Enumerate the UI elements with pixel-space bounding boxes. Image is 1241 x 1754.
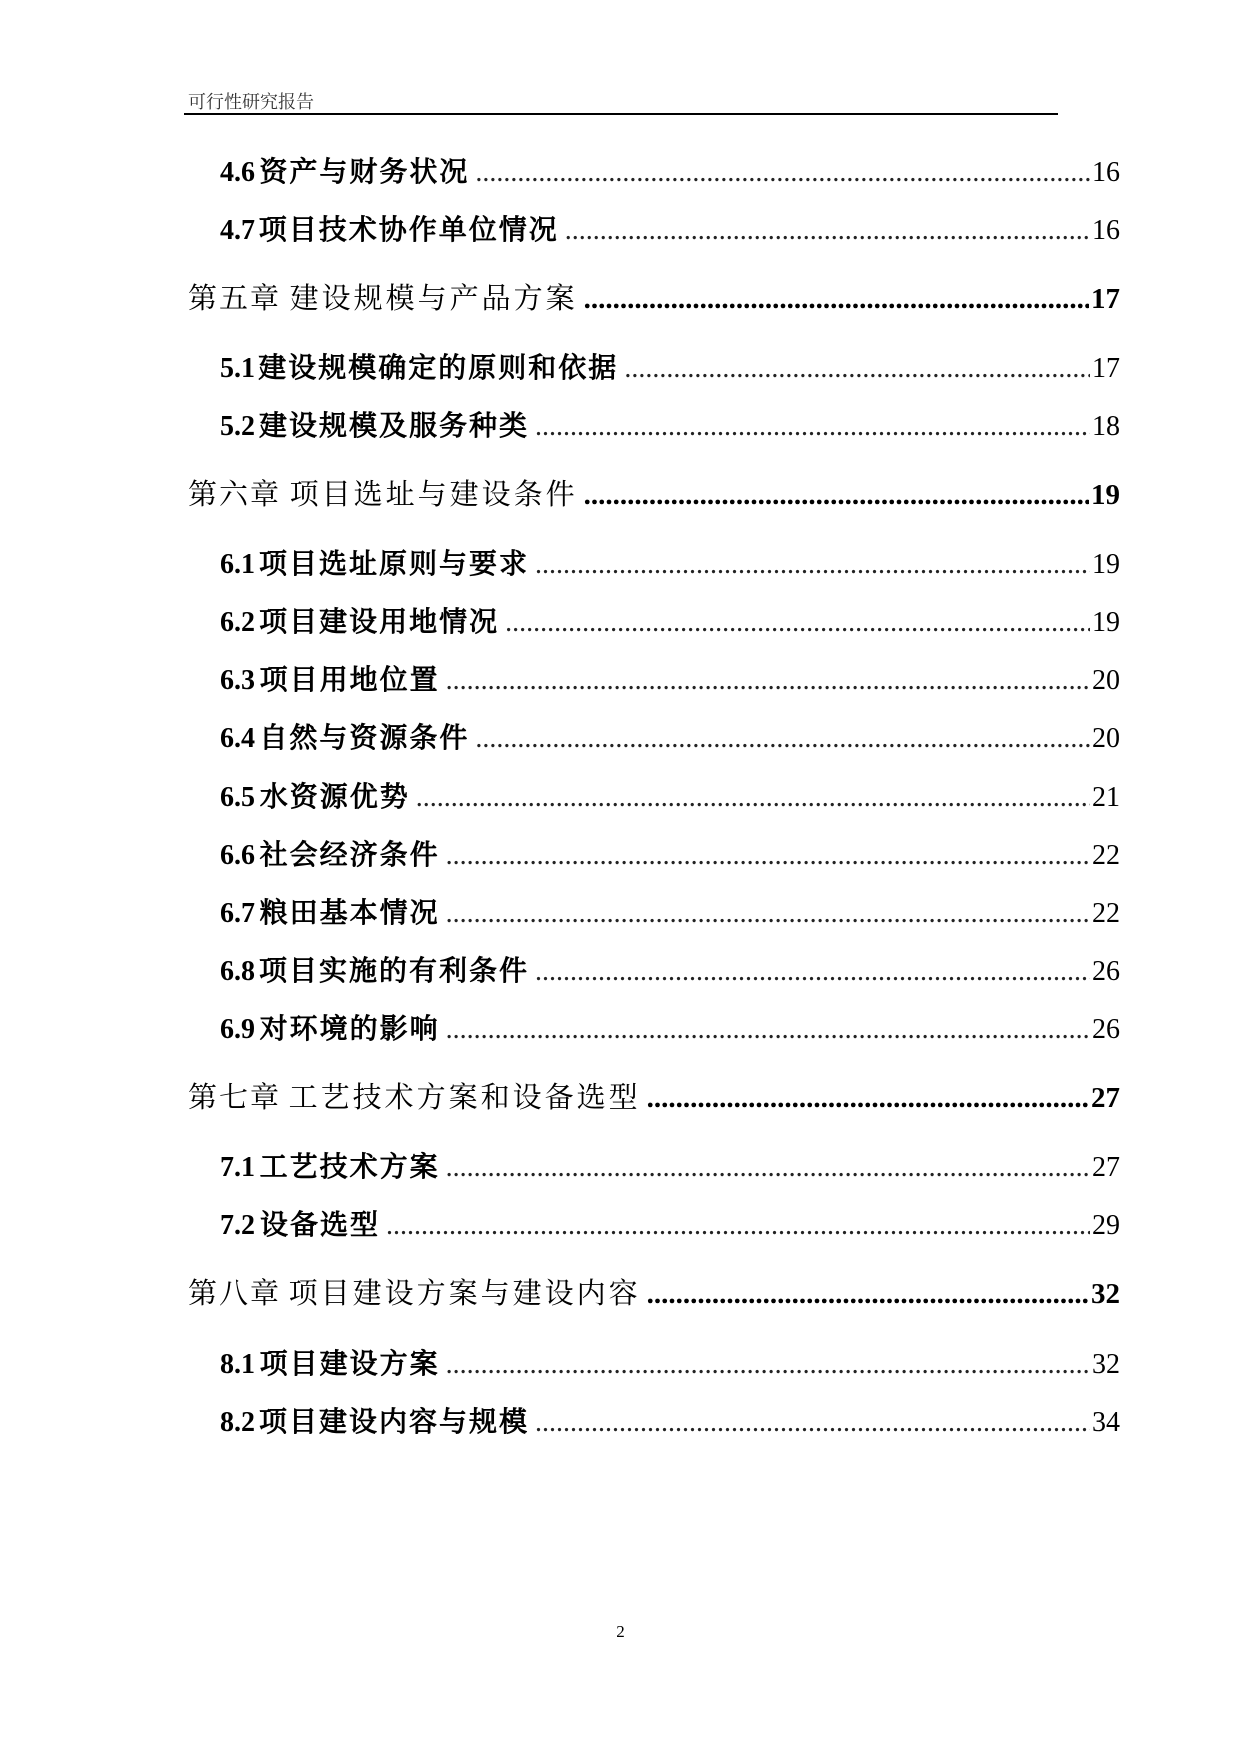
toc-dot-leader [446, 665, 1090, 697]
toc-entry-title: 项目实施的有利条件 [258, 956, 529, 987]
toc-entry-page: 16 [1092, 215, 1120, 246]
toc-section-entry[interactable] [220, 404, 1120, 444]
toc-dot-leader [505, 607, 1090, 639]
toc-entry-page: 20 [1092, 665, 1120, 696]
toc-entry-page: 19 [1092, 607, 1120, 638]
toc-entry-number: 第七章 [188, 1082, 282, 1114]
toc-entry-page: 16 [1092, 157, 1120, 188]
toc-entry-number: 6.1 [220, 549, 255, 580]
toc-entry-number: 7.1 [220, 1152, 255, 1183]
toc-entry-page: 26 [1092, 1014, 1120, 1045]
toc-dot-leader [446, 898, 1090, 930]
toc-entry-title: 项目建设方案与建设内容 [288, 1278, 641, 1310]
toc-section-entry[interactable] [220, 658, 1120, 698]
toc-entry-number: 6.7 [220, 898, 255, 929]
toc-entry-page: 29 [1092, 1210, 1120, 1241]
toc-entry-page: 22 [1092, 898, 1120, 929]
toc-entry-title: 工艺技术方案和设备选型 [288, 1082, 641, 1114]
toc-entry-number: 第八章 [188, 1278, 282, 1310]
toc-entry-number: 8.2 [220, 1407, 255, 1438]
toc-dot-leader [647, 1082, 1089, 1115]
toc-dot-leader [584, 283, 1089, 316]
toc-dot-leader [624, 353, 1090, 385]
toc-entry-number: 6.4 [220, 723, 255, 754]
toc-entry-number: 5.1 [220, 353, 255, 384]
toc-entry-number: 6.6 [220, 840, 255, 871]
toc-entry-page: 26 [1092, 956, 1120, 987]
toc-entry-title: 资产与财务状况 [259, 157, 470, 188]
toc-entry-page: 34 [1092, 1407, 1120, 1438]
toc-section-entry[interactable] [220, 208, 1120, 248]
toc-entry-page: 17 [1091, 283, 1120, 315]
toc-section-entry[interactable] [220, 1203, 1120, 1243]
toc-section-entry[interactable] [220, 891, 1120, 931]
toc-dot-leader [446, 1349, 1090, 1381]
toc-entry-page: 27 [1091, 1082, 1120, 1114]
toc-dot-leader [416, 782, 1090, 814]
toc-section-entry[interactable] [220, 1007, 1120, 1047]
toc-dot-leader [446, 1152, 1090, 1184]
toc-entry-number: 6.2 [220, 607, 255, 638]
toc-dot-leader [446, 840, 1090, 872]
toc-dot-leader [584, 479, 1089, 512]
toc-entry-title: 项目技术协作单位情况 [258, 215, 559, 246]
toc-entry-number: 6.5 [220, 782, 255, 813]
toc-section-entry[interactable] [220, 833, 1120, 873]
toc-entry-title: 项目选址与建设条件 [289, 479, 578, 511]
toc-section-entry[interactable] [220, 775, 1120, 815]
toc-section-entry[interactable] [220, 150, 1120, 190]
toc-entry-title: 建设规模确定的原则和依据 [258, 353, 619, 384]
toc-chapter-entry[interactable] [188, 1271, 1120, 1312]
toc-dot-leader [535, 956, 1090, 988]
toc-entry-title: 项目选址原则与要求 [258, 549, 529, 580]
toc-entry-title: 设备选型 [259, 1210, 380, 1241]
toc-entry-page: 27 [1092, 1152, 1120, 1183]
toc-section-entry[interactable] [220, 600, 1120, 640]
toc-dot-leader [386, 1210, 1090, 1242]
toc-entry-number: 4.6 [220, 157, 255, 188]
toc-entry-page: 21 [1092, 782, 1120, 813]
toc-dot-leader [475, 157, 1090, 189]
toc-entry-number: 第五章 [188, 283, 282, 315]
toc-chapter-entry[interactable] [188, 1075, 1120, 1116]
toc-dot-leader [565, 215, 1090, 247]
toc-entry-title: 建设规模与产品方案 [289, 283, 578, 315]
toc-dot-leader [475, 723, 1090, 755]
toc-entry-page: 18 [1092, 411, 1120, 442]
toc-entry-page: 22 [1092, 840, 1120, 871]
toc-entry-title: 项目建设内容与规模 [258, 1407, 529, 1438]
toc-entry-title: 项目用地位置 [259, 665, 440, 696]
toc-section-entry[interactable] [220, 1400, 1120, 1440]
toc-dot-leader [535, 549, 1090, 581]
toc-entry-number: 7.2 [220, 1210, 255, 1241]
toc-chapter-entry[interactable] [188, 472, 1120, 513]
toc-entry-title: 项目建设用地情况 [259, 607, 500, 638]
toc-section-entry[interactable] [220, 542, 1120, 582]
toc-entry-page: 32 [1091, 1278, 1120, 1310]
toc-entry-number: 5.2 [220, 411, 255, 442]
toc-dot-leader [535, 1407, 1090, 1439]
toc-entry-page: 19 [1092, 549, 1120, 580]
toc-entry-page: 17 [1092, 353, 1120, 384]
toc-section-entry[interactable] [220, 1145, 1120, 1185]
running-header: 可行性研究报告 [188, 92, 314, 112]
toc-entry-title: 工艺技术方案 [259, 1152, 440, 1183]
toc-dot-leader [647, 1278, 1089, 1311]
header-rule [184, 113, 1058, 115]
toc-entry-number: 6.9 [220, 1014, 255, 1045]
toc-entry-number: 6.8 [220, 956, 255, 987]
toc-entry-number: 6.3 [220, 665, 255, 696]
toc-section-entry[interactable] [220, 1342, 1120, 1382]
toc-entry-title: 建设规模及服务种类 [258, 411, 529, 442]
toc-section-entry[interactable] [220, 716, 1120, 756]
toc-dot-leader [535, 411, 1090, 443]
toc-entry-title: 社会经济条件 [259, 840, 440, 871]
toc-entry-title: 对环境的影响 [259, 1014, 440, 1045]
toc-entry-page: 32 [1092, 1349, 1120, 1380]
toc-entry-title: 粮田基本情况 [259, 898, 440, 929]
toc-section-entry[interactable] [220, 949, 1120, 989]
toc-entry-title: 项目建设方案 [259, 1349, 440, 1380]
toc-chapter-entry[interactable] [188, 276, 1120, 317]
toc-dot-leader [446, 1014, 1090, 1046]
toc-entry-number: 4.7 [220, 215, 255, 246]
toc-entry-number: 8.1 [220, 1349, 255, 1380]
toc-entry-title: 自然与资源条件 [259, 723, 470, 754]
toc-entry-number: 第六章 [188, 479, 282, 511]
toc-entry-page: 19 [1091, 479, 1120, 511]
toc-entry-page: 20 [1092, 723, 1120, 754]
toc-entry-title: 水资源优势 [259, 782, 410, 813]
page-number: 2 [616, 1622, 625, 1641]
toc-section-entry[interactable] [220, 346, 1120, 386]
